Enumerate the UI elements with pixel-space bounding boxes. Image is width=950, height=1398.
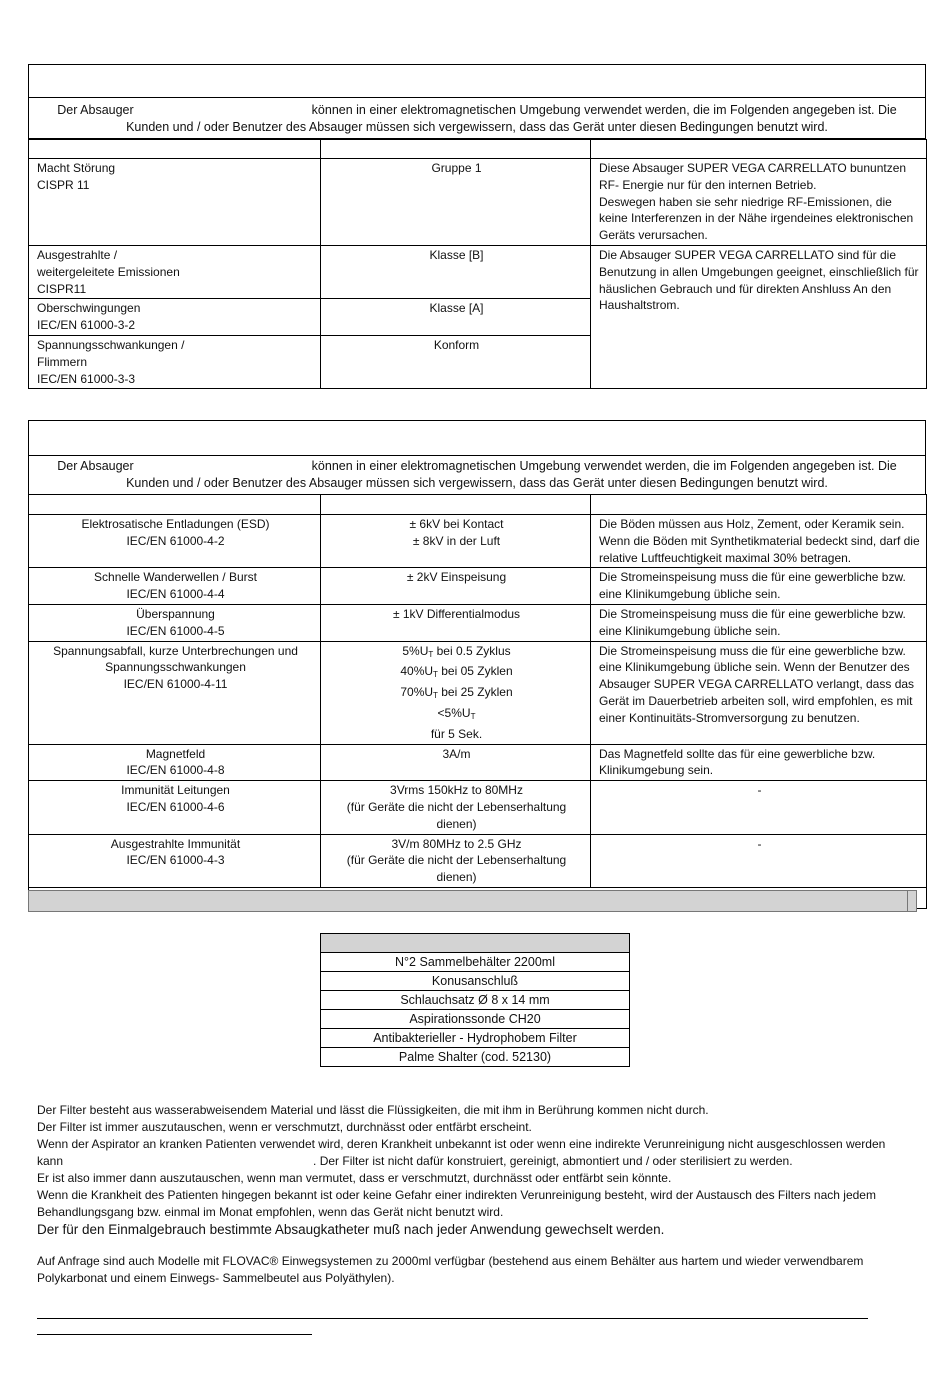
level-cell (321, 568, 591, 605)
test-label: Ausgestrahlte / (37, 247, 118, 262)
guidance-line: einer Kontinuitäts-Stromversorgung zu benutzen. (599, 710, 860, 725)
guidance-line: eine Klinikumgebung übliche sein. (599, 587, 781, 602)
test-standard: IEC/EN 61000-4-3 (126, 853, 225, 868)
table2-intro (28, 458, 926, 492)
guidance-line: Diese Absauger SUPER VEGA CARRELLATO bununtzen (599, 161, 907, 175)
level-value: ± 1kV Differentialmodus (392, 606, 521, 621)
emissions-table (28, 139, 927, 389)
level-value: dienen) (436, 816, 477, 831)
level-value: $70\%U_T$ bei 25 Zyklen (400, 685, 513, 701)
test-cell (29, 604, 321, 641)
guidance-line: Haushaltstrom. (599, 298, 680, 313)
paragraph-line: Der für den Einmalgebrauch bestimmte Absaugkatheter muß nach jeder Anwendung gewechselt werden. (37, 1222, 665, 1237)
paragraph-line: Der Filter ist immer auszutauschen, wenn er verschmutzt, durchnässt oder entfärbt erscheint. (37, 1120, 532, 1134)
guidance-cell (591, 781, 927, 834)
guidance-line: eine Klinikumgebung übliche sein. Wenn der Benutzer des (599, 660, 910, 675)
guidance-line: Die Stromeinspeisung muss die für eine gewerbliche bzw. (599, 643, 906, 658)
guidance-line: relative Luftfeuchtigkeit maximal 30% betragen. (599, 550, 852, 565)
test-standard: IEC/EN 61000-4-6 (126, 799, 225, 814)
level-cell (321, 781, 591, 834)
level-value: 3A/m (442, 746, 471, 761)
list-item (321, 1010, 630, 1029)
guidance-cell (591, 834, 927, 887)
level-value: ± 8kV in der Luft (412, 533, 501, 548)
table2-intro-text: können in einer elektromagnetischen Umgebung verwendet werden, die im Folgenden angegeben ist. Die (311, 459, 897, 473)
level-value: Klasse [A] (429, 301, 484, 316)
guidance-line: Deswegen haben sie sehr niedrige RF-Emissionen, die (599, 194, 892, 209)
guidance-line: Klinikumgebung sein. (599, 763, 714, 778)
test-label: weitergeleitete Emissionen (37, 264, 180, 279)
level-cell (321, 299, 591, 336)
guidance-line: Die Absauger SUPER VEGA CARRELLATO sind für die (599, 247, 897, 262)
test-label: Spannungsschwankungen / (37, 337, 185, 352)
level-cell (321, 245, 591, 298)
accessory-item: Aspirationssonde CH20 (321, 1010, 630, 1029)
guidance-cell (591, 604, 927, 641)
list-item (321, 1029, 630, 1048)
paragraph-line: Polykarbonat und einem Einwegs- Sammelbeutel aus Polyäthylen). (37, 1271, 395, 1285)
list-item (321, 972, 630, 991)
level-value: $5\%U_T$ bei 0.5 Zyklus (402, 643, 511, 659)
table-row (29, 568, 927, 605)
list-item (321, 991, 630, 1010)
table-row (29, 604, 927, 641)
level-value: dienen) (436, 870, 477, 885)
table-row (29, 245, 927, 298)
guidance-line: Die Böden müssen aus Holz, Zement, oder Keramik sein. (599, 517, 905, 531)
test-label: Flimmern (37, 354, 87, 369)
table-row (29, 641, 927, 744)
guidance-line: Geräts verursachen. (599, 228, 708, 243)
level-cell (321, 335, 591, 388)
accessory-item: Konusanschluß (321, 972, 630, 991)
table1-title-row (28, 64, 926, 98)
divider-line (37, 1318, 868, 1319)
test-label: Schnelle Wanderwellen / Burst (94, 570, 257, 585)
level-value: 3Vrms 150kHz to 80MHz (390, 783, 523, 798)
paragraph-line: Wenn der Aspirator an kranken Patienten verwendet wird, deren Krankheit unbekannt ist oder wenn eine indirekte Verunreinigung nicht ausgeschlossen werden (37, 1137, 886, 1151)
divider-line (37, 1334, 312, 1335)
table-row (29, 515, 927, 568)
table2-title-row (28, 420, 926, 456)
accessories-table (320, 933, 630, 1067)
table-row (29, 159, 927, 246)
level-value: Gruppe 1 (431, 161, 482, 175)
test-standard: CISPR11 (37, 281, 87, 296)
guidance-dash: - (757, 783, 762, 798)
table1-intro (28, 102, 926, 136)
test-label: Ausgestrahlte Immunität (110, 836, 241, 851)
guidance-line: RF- Energie nur für den internen Betrieb. (599, 177, 817, 192)
level-value: Klasse [B] (429, 247, 484, 262)
guidance-cell (591, 744, 927, 781)
table-row (29, 834, 927, 887)
test-standard: CISPR 11 (37, 177, 90, 192)
test-cell (29, 744, 321, 781)
guidance-dash: - (757, 836, 762, 851)
test-standard: IEC/EN 61000-4-2 (126, 533, 225, 548)
guidance-cell (591, 245, 927, 388)
test-cell (29, 568, 321, 605)
level-value: Konform (433, 337, 480, 352)
test-standard: IEC/EN 61000-4-5 (126, 623, 225, 638)
level-value: für 5 Sek. (430, 726, 483, 741)
level-value: ± 6kV bei Kontact (409, 517, 504, 531)
test-standard: IEC/EN 61000-3-2 (37, 318, 136, 333)
table-header-row (29, 140, 927, 159)
test-cell (29, 245, 321, 298)
accessory-item: Schlauchsatz Ø 8 x 14 mm (321, 991, 630, 1010)
level-value: (für Geräte die nicht der Lebenserhaltung (346, 799, 567, 814)
level-value: (für Geräte die nicht der Lebenserhaltung (346, 853, 567, 868)
paragraph-line: Er ist also immer dann auszutauschen, wenn man vermutet, dass er verschmutzt, durchnässt oder entfärbt sein könnte. (37, 1171, 672, 1185)
guidance-cell (591, 515, 927, 568)
test-cell (29, 335, 321, 388)
test-standard: IEC/EN 61000-3-3 (37, 371, 136, 386)
level-cell (321, 159, 591, 246)
test-label: Macht Störung (37, 161, 116, 175)
filter-paragraph (37, 1102, 917, 1238)
test-label: Überspannung (136, 606, 215, 621)
guidance-cell (591, 568, 927, 605)
guidance-line: Die Stromeinspeisung muss die für eine gewerbliche bzw. (599, 570, 906, 585)
guidance-line: Gerät im Dauerbetrieb arbeiten soll, wird empfohlen, es mit (599, 693, 913, 708)
test-label: Spannungsschwankungen (105, 660, 246, 675)
guidance-line: Benutzung in allen Umgebungen geeignet, einschließlich für (599, 264, 919, 279)
test-standard: IEC/EN 61000-4-4 (126, 587, 225, 602)
section-header-bar (28, 890, 917, 912)
guidance-line: Die Stromeinspeisung muss die für eine gewerbliche bzw. (599, 606, 906, 621)
guidance-line: keine Interferenzen in der Nähe irgendeines elektronischen (599, 211, 914, 226)
list-item (321, 1048, 630, 1067)
guidance-cell (591, 641, 927, 744)
level-cell (321, 641, 591, 744)
level-cell (321, 744, 591, 781)
table2-intro-text-2: Kunden und / oder Benutzer des Absauger müssen sich vergewissern, dass das Gerät unter diesen Bedingungen benutzt wird. (126, 476, 828, 490)
paragraph-line: Der Filter besteht aus wasserabweisendem Material und lässt die Flüssigkeiten, die mit ihm in Berührung kommen nicht durch. (37, 1103, 709, 1117)
flovac-paragraph (37, 1253, 917, 1287)
guidance-cell (591, 159, 927, 246)
level-cell (321, 515, 591, 568)
test-cell (29, 515, 321, 568)
guidance-line: eine Klinikumgebung übliche sein. (599, 623, 781, 638)
test-standard: IEC/EN 61000-4-8 (126, 763, 225, 778)
guidance-line: häuslichen Gebrauch und für direkten Anshluss An den (599, 281, 892, 296)
level-value: 3V/m 80MHz to 2.5 GHz (391, 836, 522, 851)
guidance-line: Das Magnetfeld sollte das für eine gewerbliche bzw. (599, 746, 876, 761)
guidance-line: Wenn die Böden mit Synthetikmaterial bedeckt sind, darf die (599, 533, 920, 548)
level-value: $40\%U_T$ bei 05 Zyklen (400, 664, 513, 680)
accessory-item: Palme Shalter (cod. 52130) (321, 1048, 630, 1067)
table-row (29, 781, 927, 834)
level-value: $<5\%U_T$ (437, 705, 476, 721)
test-label: Magnetfeld (145, 746, 206, 761)
table-row (29, 744, 927, 781)
test-label: Oberschwingungen (37, 301, 141, 316)
test-label: Spannungsabfall, kurze Unterbrechungen und (53, 643, 298, 658)
table1-intro-text: können in einer elektromagnetischen Umgebung verwendet werden, die im Folgenden angegeben ist. Die (311, 103, 897, 117)
table2-intro-subject: Der Absauger (57, 459, 134, 473)
list-item (321, 953, 630, 972)
test-cell (29, 159, 321, 246)
level-cell (321, 834, 591, 887)
accessory-item: N°2 Sammelbehälter 2200ml (321, 953, 630, 972)
paragraph-line: Behandlungsgang bzw. einmal im Monat empfohlen, wenn das Gerät nicht benutzt wird. (37, 1205, 504, 1219)
immunity-table (28, 494, 927, 909)
paragraph-line: Auf Anfrage sind auch Modelle mit FLOVAC® Einwegsystemen zu 2000ml verfügbar (bestehend aus einem Behälter aus hartem und wieder verwendbarem (37, 1254, 864, 1268)
test-cell (29, 299, 321, 336)
level-cell (321, 604, 591, 641)
test-cell (29, 781, 321, 834)
guidance-line: Absauger SUPER VEGA CARRELLATO verlangt, dass das (599, 677, 915, 692)
paragraph-line: kann . Der Filter ist nicht dafür konstruiert, gereinigt, abmontiert und / oder sterilisiert zu werden. (37, 1154, 793, 1168)
level-value: ± 2kV Einspeisung (406, 570, 507, 585)
test-label: Elektrosatische Entladungen (ESD) (81, 517, 270, 531)
test-standard: IEC/EN 61000-4-11 (123, 677, 228, 692)
table1-intro-subject: Der Absauger (57, 103, 134, 117)
table1-intro-text-2: Kunden und / oder Benutzer des Absauger müssen sich vergewissern, dass das Gerät unter diesen Bedingungen benutzt wird. (126, 120, 828, 134)
accessory-item: Antibakterieller - Hydrophobem Filter (321, 1029, 630, 1048)
test-label: Immunität Leitungen (121, 783, 230, 798)
paragraph-line: Wenn die Krankheit des Patienten hingegen bekannt ist oder keine Gefahr einer indirekten Verunreinigung besteht, wird der Austausch des Filters nach jedem (37, 1188, 876, 1202)
test-cell (29, 641, 321, 744)
accessories-header-row (321, 934, 630, 953)
table-header-row (29, 495, 927, 515)
test-cell (29, 834, 321, 887)
